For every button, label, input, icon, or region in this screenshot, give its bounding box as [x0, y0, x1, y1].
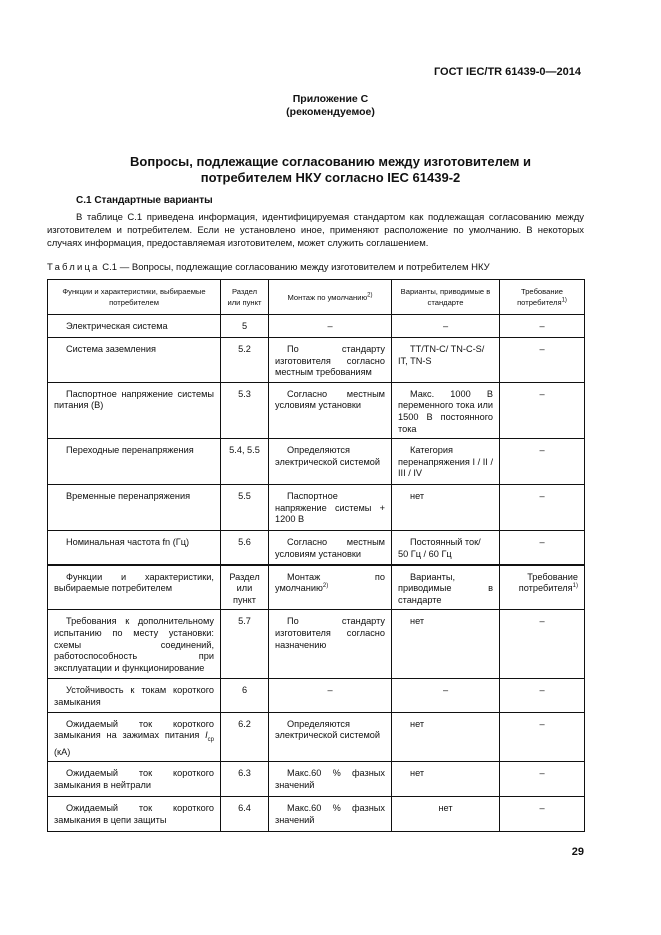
- cell-requirement: –: [500, 338, 585, 383]
- table-row: [48, 338, 585, 383]
- cell-clause: 5.4, 5.5: [221, 439, 269, 485]
- header2-default-text: Монтаж по умолчанию: [275, 571, 385, 594]
- table-row: [48, 712, 585, 762]
- header-requirement: [500, 280, 585, 315]
- cell-function-unit: (кА): [54, 746, 71, 757]
- table-row: [48, 797, 585, 832]
- cell-requirement: –: [500, 712, 585, 762]
- table-row: [48, 762, 585, 797]
- cell-clause: 5: [221, 315, 269, 338]
- table-caption-text: С.1 — Вопросы, подлежащие согласованию между изготовителем и потребителем НКУ: [102, 262, 490, 273]
- table-caption: [47, 262, 490, 273]
- header-requirement-text: Требование потребителя: [517, 287, 563, 307]
- cell-function: Паспортное напряжение системы питания (В): [48, 382, 221, 438]
- cell-function: Переходные перенапряжения: [48, 439, 221, 485]
- cell-function: Временные перенапряжения: [48, 485, 221, 531]
- header-requirement-note: 1): [561, 297, 567, 304]
- cell-default: По стандарту изготовителя согласно местным требованиям: [269, 338, 392, 383]
- cell-options: Постоянный ток/ 50 Гц / 60 Гц: [392, 531, 500, 565]
- current-symbol-subscript: cp: [207, 737, 214, 744]
- cell-options: TT/TN-C/ TN-C-S/ IT, TN-S: [392, 338, 500, 383]
- cell-clause: 6.2: [221, 712, 269, 762]
- cell-default: Макс.60 % фазных значений: [269, 762, 392, 797]
- header2-default-note: 2): [322, 583, 329, 590]
- cell-function: Требования к дополнительному испытанию по месту установки: схемы соединений, работоспособность при эксплуатации и функционирование: [48, 610, 221, 679]
- cell-default: Определяются электрической системой: [269, 712, 392, 762]
- header-default: [269, 280, 392, 315]
- document-heading: [60, 154, 601, 186]
- header-options: Варианты, приводимые в стандарте: [392, 280, 500, 315]
- cell-function: Ожидаемый ток короткого замыкания в нейтрали: [48, 762, 221, 797]
- cell-default: –: [269, 315, 392, 338]
- header-default-text: Монтаж по умолчанию: [287, 292, 368, 302]
- heading-line-1: Вопросы, подлежащие согласованию между изготовителем и: [130, 154, 531, 169]
- header-functions: Функции и характеристики, выбираемые потребителем: [48, 280, 221, 315]
- current-symbol: I: [205, 730, 208, 741]
- section-title: С.1 Стандартные варианты: [76, 195, 213, 206]
- cell-function: Электрическая система: [48, 315, 221, 338]
- annex-subtitle: (рекомендуемое): [286, 106, 375, 118]
- table-row: [48, 439, 585, 485]
- cell-default: Макс.60 % фазных значений: [269, 797, 392, 832]
- cell-requirement: –: [500, 797, 585, 832]
- table-row: [48, 382, 585, 438]
- cell-requirement: –: [500, 762, 585, 797]
- header-clause: Раздел или пункт: [221, 280, 269, 315]
- standard-designation: ГОСТ IEC/TR 61439-0—2014: [433, 66, 581, 78]
- cell-requirement: –: [500, 485, 585, 531]
- header2-clause: Раздел или пункт: [221, 565, 269, 610]
- cell-default: Определяются электрической системой: [269, 439, 392, 485]
- cell-requirement: –: [500, 439, 585, 485]
- cell-default: Согласно местным условиям установки: [269, 382, 392, 438]
- header2-default: [269, 565, 392, 610]
- heading-line-2: потребителем НКУ согласно IEC 61439-2: [200, 170, 461, 185]
- cell-clause: 6: [221, 679, 269, 712]
- cell-default: По стандарту изготовителя согласно назначению: [269, 610, 392, 679]
- table-row: [48, 679, 585, 712]
- header2-options: Варианты, приводимые в стандарте: [392, 565, 500, 610]
- cell-options: нет: [392, 712, 500, 762]
- cell-options: –: [392, 679, 500, 712]
- cell-default: Паспортное напряжение системы + 1200 В: [269, 485, 392, 531]
- table-caption-label: Таблица: [47, 262, 100, 273]
- cell-clause: 5.5: [221, 485, 269, 531]
- page-number: 29: [571, 846, 584, 858]
- header2-functions: Функции и характеристики, выбираемые потребителем: [48, 565, 221, 610]
- header2-requirement-note: 1): [572, 583, 578, 590]
- cell-clause: 5.6: [221, 531, 269, 565]
- header2-requirement: [500, 565, 585, 610]
- table-repeated-header-row: [48, 565, 585, 610]
- cell-clause: 5.3: [221, 382, 269, 438]
- table-row: [48, 315, 585, 338]
- cell-requirement: –: [500, 679, 585, 712]
- cell-default: Согласно местным условиям установки: [269, 531, 392, 565]
- cell-function: [48, 712, 221, 762]
- cell-options: нет: [392, 485, 500, 531]
- table-row: [48, 531, 585, 565]
- cell-requirement: –: [500, 531, 585, 565]
- cell-clause: 5.7: [221, 610, 269, 679]
- cell-clause: 5.2: [221, 338, 269, 383]
- cell-options: нет: [392, 797, 500, 832]
- questions-table: [47, 279, 585, 832]
- cell-options: –: [392, 315, 500, 338]
- cell-function: Система заземления: [48, 338, 221, 383]
- cell-options: Макс. 1000 В переменного тока или 1500 В постоянного тока: [392, 382, 500, 438]
- header2-requirement-text: Требование потребителя: [518, 571, 578, 594]
- cell-default: –: [269, 679, 392, 712]
- cell-requirement: –: [500, 382, 585, 438]
- cell-function: Устойчивость к токам короткого замыкания: [48, 679, 221, 712]
- section-paragraph: В таблице С.1 приведена информация, идентифицируемая стандартом как подлежащая согласованию между изготовителем и потребителем. Если не установлено иное, применяют расположение по умолчанию. В некоторых случаях информация, предоставляемая изготовителем, может служить соглашением.: [47, 212, 584, 249]
- annex-title: Приложение С: [292, 93, 369, 105]
- cell-requirement: –: [500, 610, 585, 679]
- cell-options: нет: [392, 762, 500, 797]
- cell-function: Ожидаемый ток короткого замыкания в цепи защиты: [48, 797, 221, 832]
- cell-function-text: Ожидаемый ток короткого замыкания на зажимах питания: [54, 718, 214, 741]
- cell-options: Категория перенапряжения I / II / III / IV: [392, 439, 500, 485]
- cell-requirement: –: [500, 315, 585, 338]
- cell-options: нет: [392, 610, 500, 679]
- cell-clause: 6.4: [221, 797, 269, 832]
- cell-clause: 6.3: [221, 762, 269, 797]
- header-default-note: 2): [367, 291, 373, 298]
- table-row: [48, 610, 585, 679]
- cell-function: Номинальная частота fn (Гц): [48, 531, 221, 565]
- table-header-row: [48, 280, 585, 315]
- table-row: [48, 485, 585, 531]
